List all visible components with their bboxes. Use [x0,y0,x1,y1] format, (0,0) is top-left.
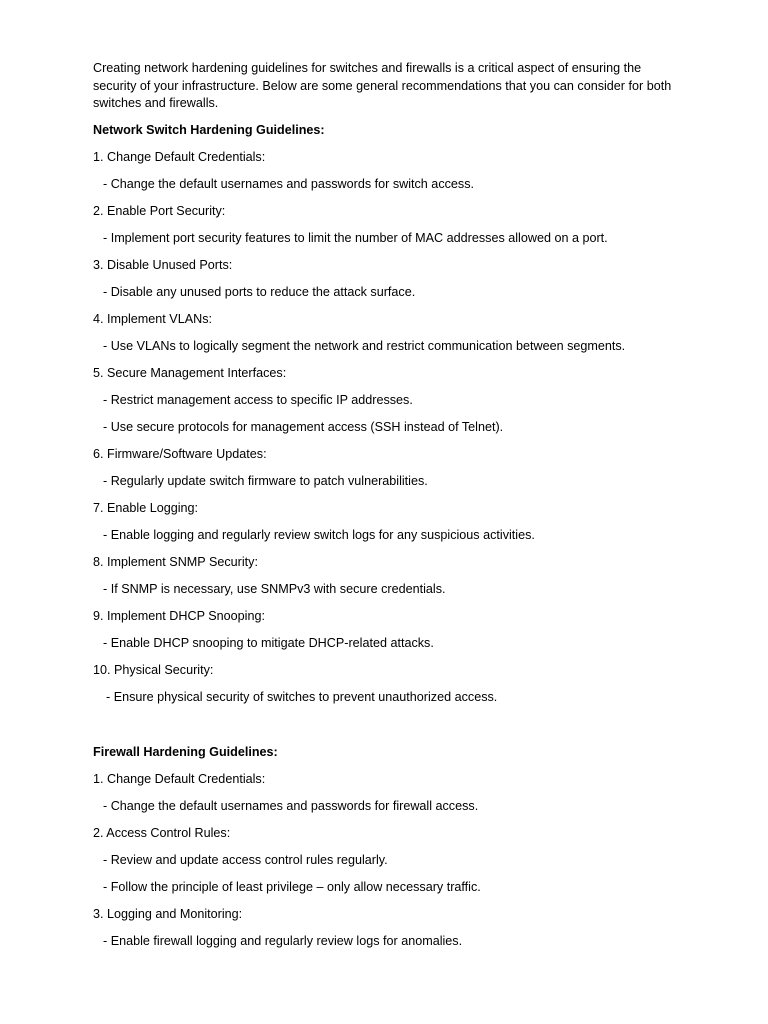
list-item-detail: - Regularly update switch firmware to patch vulnerabilities. [103,473,428,488]
list-item-title: 1. Change Default Credentials: [93,771,266,786]
list-item-title: 10. Physical Security: [93,662,214,677]
list-item-detail: - Enable DHCP snooping to mitigate DHCP-related attacks. [103,635,434,650]
list-item-detail: - Implement port security features to limit the number of MAC addresses allowed on a port. [103,230,608,245]
list-item-detail: - Ensure physical security of switches to prevent unauthorized access. [106,689,498,704]
list-item-title: 2. Enable Port Security: [93,203,226,218]
document-page [93,60,683,949]
list-item-detail: - Enable logging and regularly review switch logs for any suspicious activities. [103,527,535,542]
list-item-detail: - Review and update access control rules regularly. [103,852,388,867]
intro-paragraph: Creating network hardening guidelines for switches and firewalls is a critical aspect of ensuring the security of your infrastructure. Below are some general recommendations that you can consider for both switches and firewalls. [93,61,672,110]
list-item-detail: - Use VLANs to logically segment the network and restrict communication between segments. [103,338,626,353]
list-item-title: 2. Access Control Rules: [93,825,231,840]
list-item-title: 9. Implement DHCP Snooping: [93,608,265,623]
list-item-detail: - Change the default usernames and passwords for switch access. [103,176,475,191]
list-item-detail: - Disable any unused ports to reduce the attack surface. [103,284,416,299]
list-item-title: 3. Disable Unused Ports: [93,257,233,272]
list-item-title: 6. Firmware/Software Updates: [93,446,267,461]
list-item-detail: - Change the default usernames and passwords for firewall access. [103,798,479,813]
list-item-title: 1. Change Default Credentials: [93,149,266,164]
list-item-title: 4. Implement VLANs: [93,311,212,326]
list-item-detail: - Follow the principle of least privilege – only allow necessary traffic. [103,879,481,894]
list-item-title: 3. Logging and Monitoring: [93,906,243,921]
list-item-title: 5. Secure Management Interfaces: [93,365,287,380]
list-item-detail: - Restrict management access to specific IP addresses. [103,392,413,407]
list-item-detail: - Enable firewall logging and regularly review logs for anomalies. [103,933,463,948]
switch-section-heading: Network Switch Hardening Guidelines: [93,122,325,137]
list-item-title: 8. Implement SNMP Security: [93,554,258,569]
list-item-detail: - Use secure protocols for management access (SSH instead of Telnet). [103,419,504,434]
firewall-section-heading: Firewall Hardening Guidelines: [93,744,278,759]
list-item-detail: - If SNMP is necessary, use SNMPv3 with secure credentials. [103,581,446,596]
list-item-title: 7. Enable Logging: [93,500,199,515]
